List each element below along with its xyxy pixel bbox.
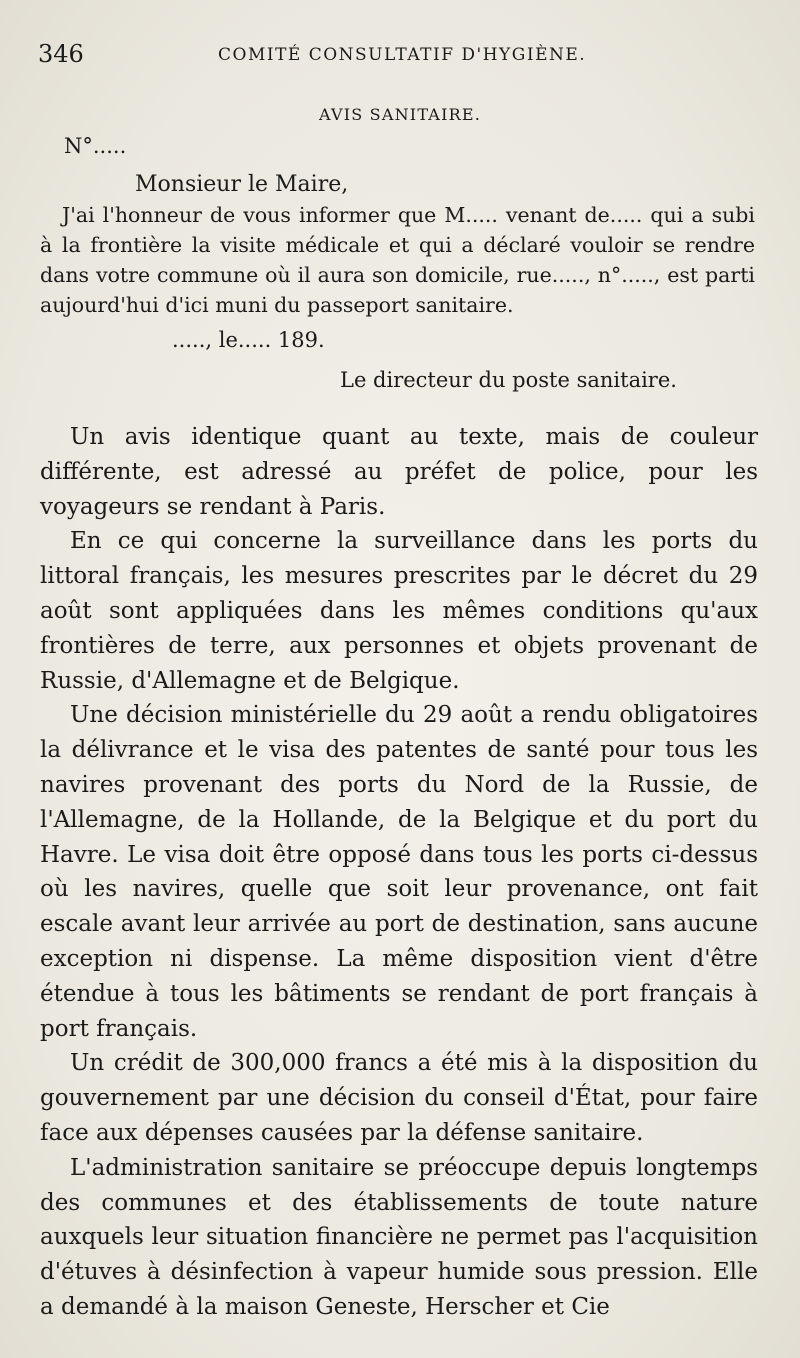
paragraph-surveillance-ports: En ce qui concerne la surveillance dans les ports du littoral français, les mesures prescrites par le décret du 29 août sont appliquées dans les mêmes conditions qu'aux frontières de terre, aux personnes et objets provenant de Russie, d'Allemagne et de Belgique. xyxy=(40,528,758,694)
paragraph-administration-sanitaire: L'administration sanitaire se préoccupe depuis longtemps des communes et des établissements de toute nature auxquels leur situation financière ne permet pas l'acquisition d'étuves à désinfection à vapeur humide sous pression. Elle a demandé à la maison Geneste, Herscher et Cie xyxy=(40,1154,758,1320)
paragraph-decision-ministerielle: Une décision ministérielle du 29 août a rendu obligatoires la délivrance et le visa des patentes de santé pour tous les navires provenant des ports du Nord de la Russie, de l'Allemagne, de la Hollande, de la Belgique et du port du Havre. Le visa doit être opposé dans tous les ports ci-dessus où les navires, quelle que soit leur provenance, ont fait escale avant leur arrivée au port de destination, sans aucune exception ni dispense. La même disposition vient d'être étendue à tous les bâtiments se rendant de port français à port français. xyxy=(40,702,758,1042)
running-title: COMITÉ CONSULTATIF D'HYGIÈNE. xyxy=(218,45,587,65)
paragraph-credit: Un crédit de 300,000 francs a été mis à la disposition du gouvernement par une décision du conseil d'État, pour faire face aux dépenses causées par la défense sanitaire. xyxy=(40,1050,758,1146)
notice-title: AVIS SANITAIRE. xyxy=(319,105,481,124)
page-header xyxy=(38,40,760,74)
paragraph-avis-identique: Un avis identique quant au texte, mais de couleur différente, est adressé au préfet de police, pour les voyageurs se rendant à Paris. xyxy=(40,424,758,520)
notice-salutation: Monsieur le Maire, xyxy=(135,172,349,197)
page-number: 346 xyxy=(38,40,84,68)
main-text xyxy=(40,420,758,1325)
notice-signature: Le directeur du poste sanitaire. xyxy=(340,368,677,392)
notice-body-text: J'ai l'honneur de vous informer que M..... venant de..... qui a subi à la frontière la visite médicale et qui a déclaré vouloir se rendre dans votre commune où il aura son domicile, rue....., n°....., est parti aujourd'hui d'ici muni du passeport sanitaire. xyxy=(40,203,755,317)
notice-number: N°..... xyxy=(64,134,127,158)
notice-date-line: ....., le..... 189. xyxy=(172,328,325,352)
notice-body xyxy=(40,200,755,320)
